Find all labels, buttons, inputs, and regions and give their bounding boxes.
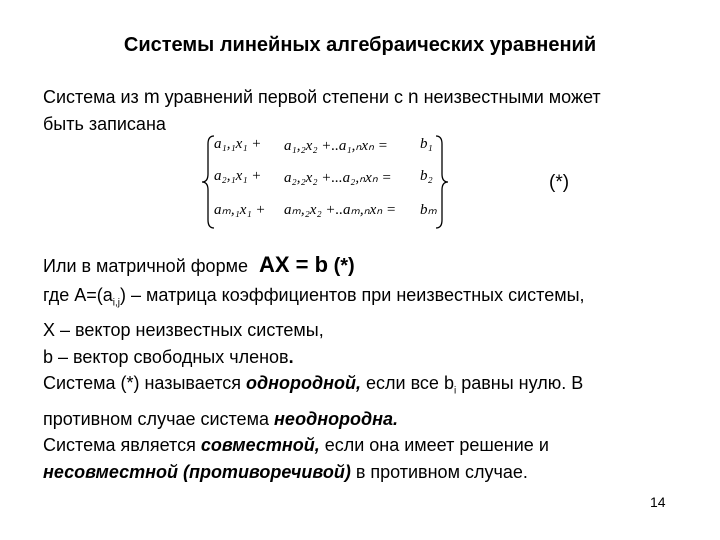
line-inconsistent bbox=[43, 459, 585, 486]
matrix-equation-label: (*) bbox=[328, 255, 355, 277]
row1-term-2: a₁,₂x₂ +..a₁,ₙxₙ = bbox=[284, 138, 388, 154]
row1-term-1: a₁,₁x₁ + bbox=[214, 136, 262, 152]
line-homogeneous bbox=[43, 370, 585, 405]
row3-rhs: bₘ bbox=[420, 202, 437, 218]
intro-line-1 bbox=[43, 84, 601, 111]
row1-rhs: b₁ bbox=[420, 136, 433, 152]
line-b-dot: . bbox=[288, 346, 294, 367]
term-consistent: совместной, bbox=[200, 435, 320, 456]
row2-rhs: b₂ bbox=[420, 168, 433, 184]
matrix-equation: AX = b bbox=[258, 252, 329, 277]
term-inconsistent: несовместной (противоречивой) bbox=[43, 461, 351, 482]
intro-text-c: неизвестными может bbox=[418, 87, 601, 107]
term-homogeneous: однородной, bbox=[246, 373, 361, 394]
line-consistent bbox=[43, 432, 585, 459]
line-h-text-3: равны нулю. В bbox=[456, 373, 584, 394]
line-h-text-1: Система (*) называется bbox=[43, 373, 247, 394]
definitions-block bbox=[43, 282, 585, 485]
row3-term-1: aₘ,₁x₁ + bbox=[214, 202, 266, 218]
term-nonhomogeneous: неоднородна. bbox=[273, 408, 399, 429]
line-h-text-2: если все b bbox=[361, 373, 454, 394]
line-i-text: в противном случае. bbox=[350, 461, 528, 482]
line-nh-text: противном случае система bbox=[43, 408, 274, 429]
page-number: 14 bbox=[650, 494, 666, 510]
line-vector-b bbox=[43, 344, 585, 371]
line-b-text: b – вектор свободных членов bbox=[43, 346, 289, 367]
line-c-text-1: Система является bbox=[43, 435, 201, 456]
line-h-subscript: i bbox=[453, 385, 457, 397]
intro-text bbox=[43, 84, 601, 137]
row3-term-2: aₘ,₂x₂ +..aₘ,ₙxₙ = bbox=[284, 202, 397, 218]
intro-n: n bbox=[408, 87, 419, 108]
matrix-form-line bbox=[43, 252, 355, 278]
intro-text-a: Система из bbox=[43, 87, 144, 107]
slide-title: Системы линейных алгебраических уравнений bbox=[123, 34, 597, 56]
line-nonhomogeneous bbox=[43, 406, 585, 433]
intro-text-b: уравнений первой степени с bbox=[159, 87, 409, 107]
line-matrix-a bbox=[43, 282, 585, 317]
line-a-text-2: ) – матрица коэффициентов при неизвестных системы, bbox=[120, 285, 585, 305]
row2-term-2: a₂,₂x₂ +...a₂,ₙxₙ = bbox=[284, 170, 392, 186]
equation-system bbox=[200, 134, 452, 230]
equation-label: (*) bbox=[549, 172, 570, 193]
matrix-prefix: Или в матричной форме bbox=[43, 256, 253, 276]
line-a-text-1: где А=(a bbox=[43, 285, 113, 305]
line-a-subscript: i,j bbox=[112, 297, 121, 309]
row2-term-1: a₂,₁x₁ + bbox=[214, 168, 262, 184]
intro-line-2: быть записана bbox=[43, 114, 166, 134]
line-vector-x: X – вектор неизвестных системы, bbox=[43, 320, 324, 341]
line-c-text-2: если она имеет решение и bbox=[319, 435, 549, 456]
intro-m: m bbox=[143, 87, 160, 108]
